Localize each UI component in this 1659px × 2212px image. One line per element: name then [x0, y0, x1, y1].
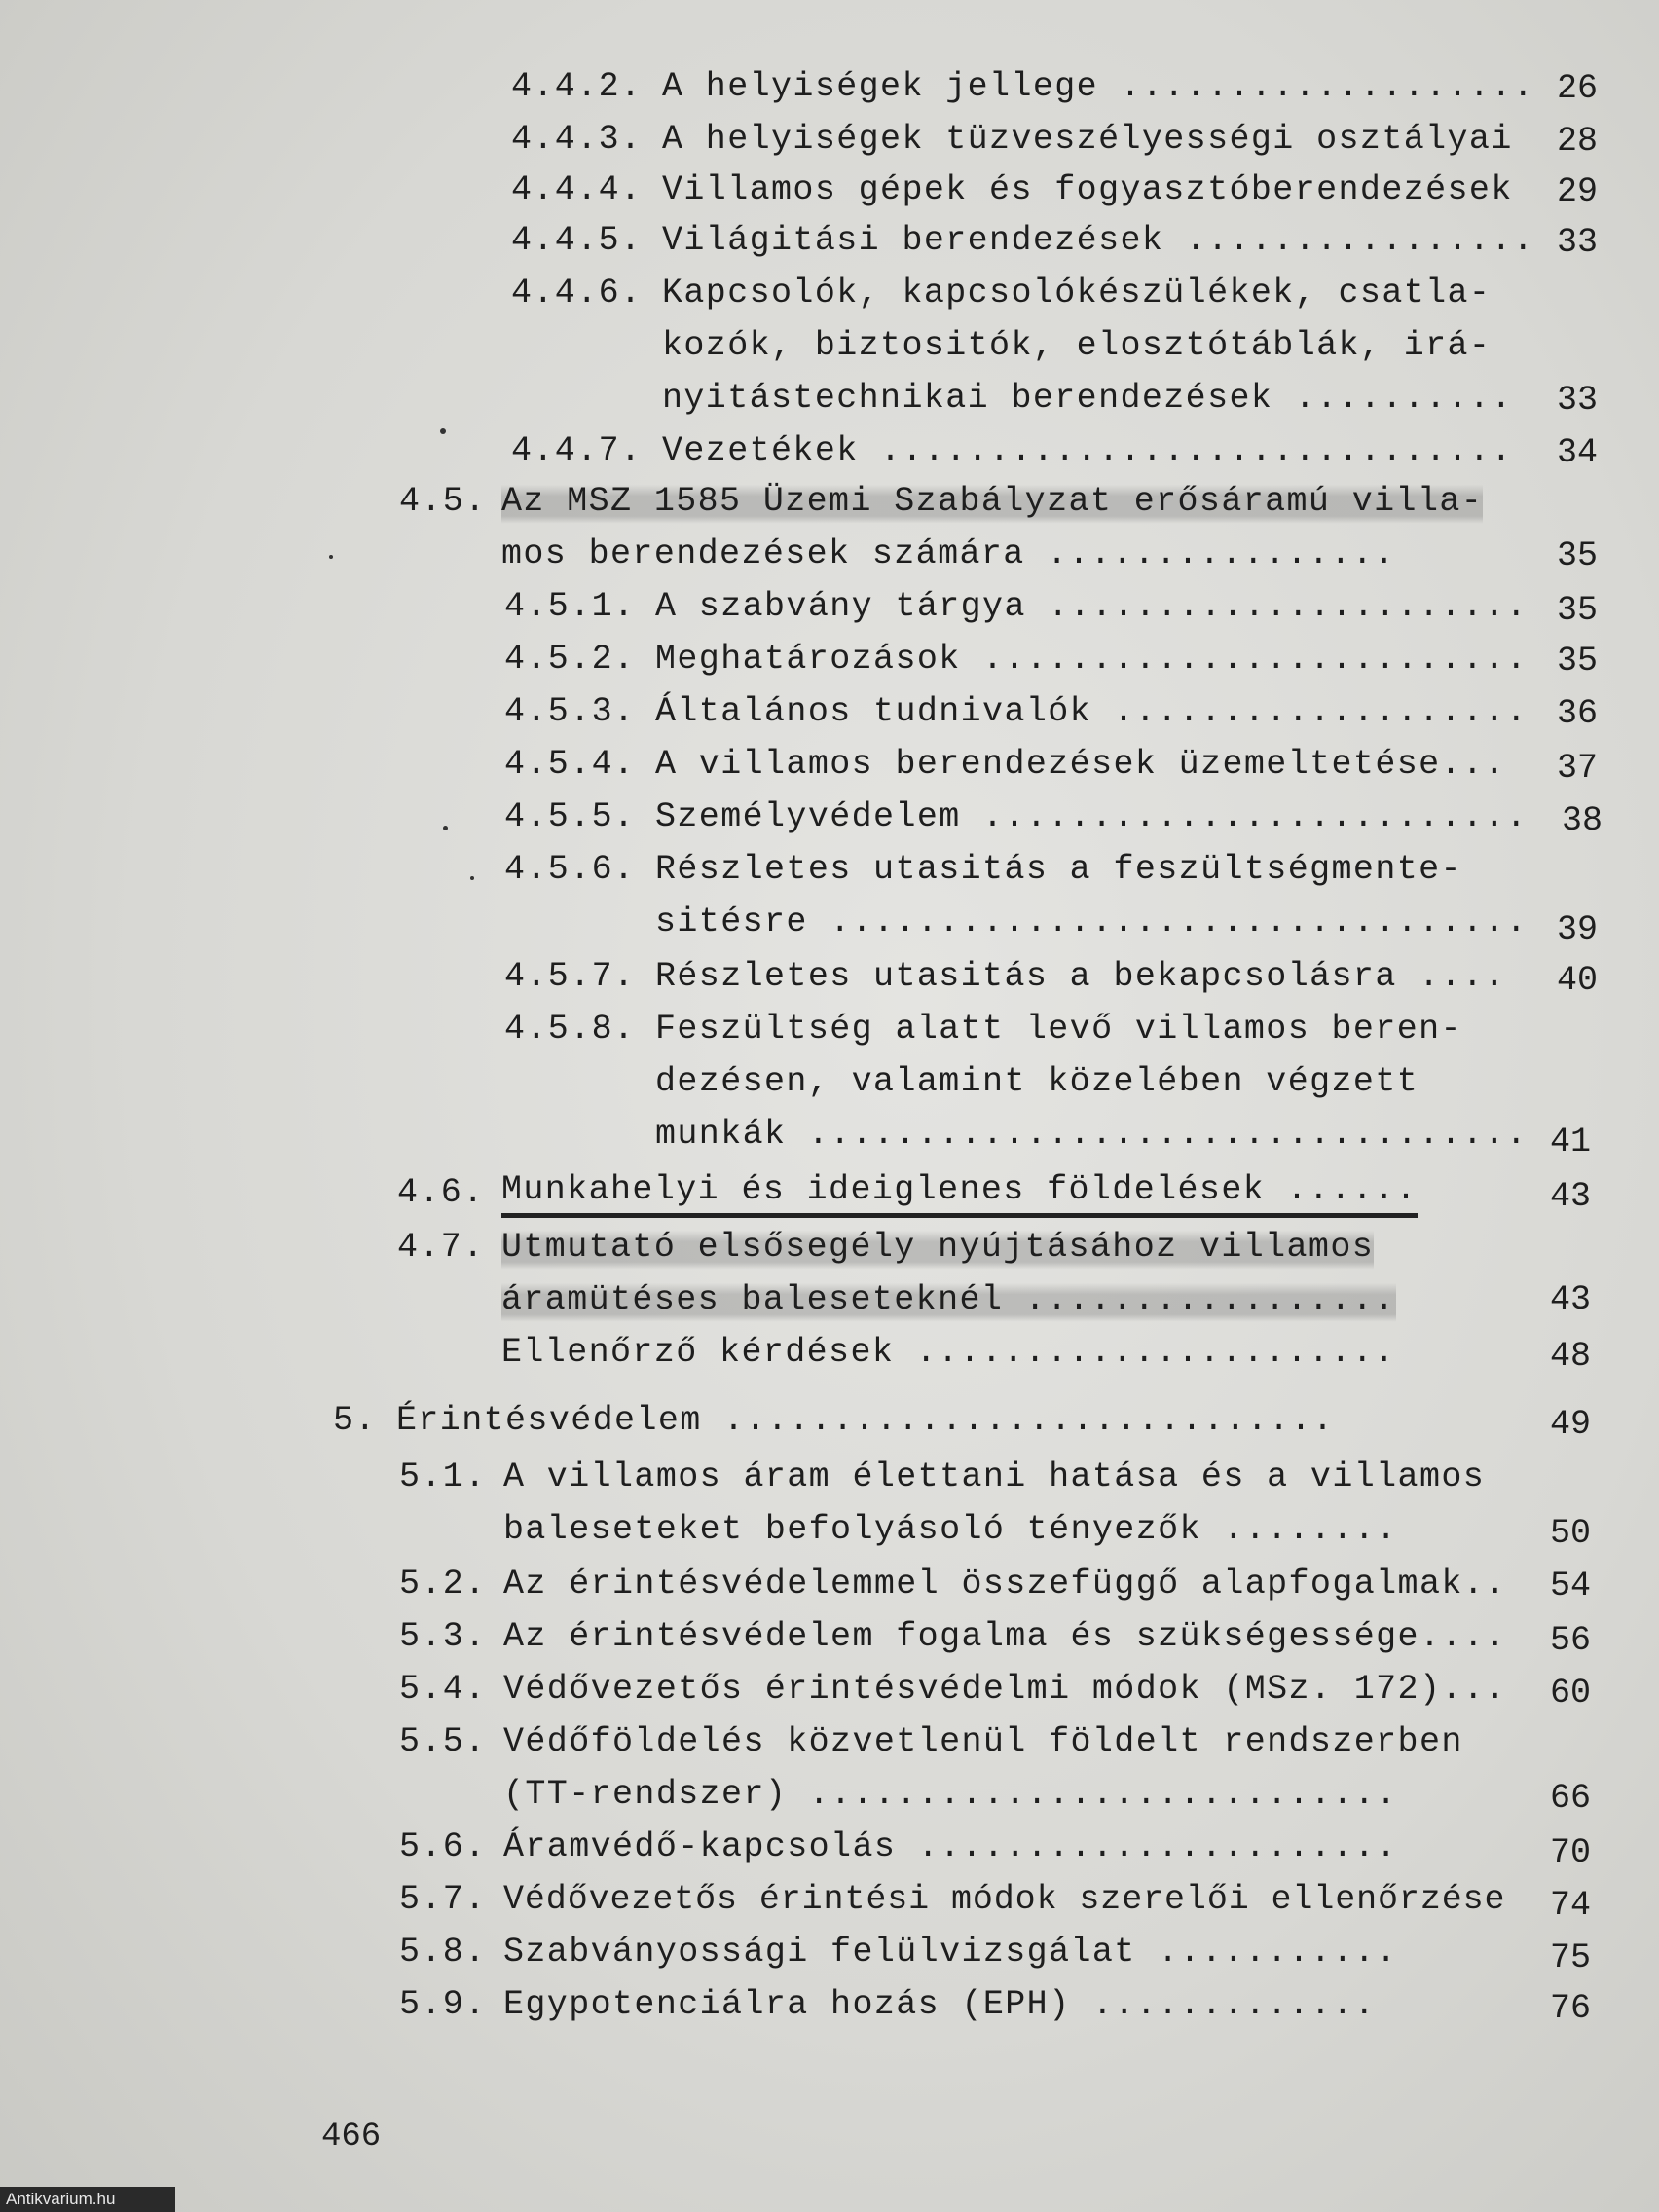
- toc-title-line: A helyiségek jellege ...................: [662, 67, 1535, 106]
- toc-number: 4.5.6.: [504, 850, 636, 889]
- toc-page-ref: 60: [1549, 1674, 1591, 1713]
- toc-page-ref: 38: [1561, 801, 1603, 840]
- toc-number: 4.4.2.: [511, 67, 643, 106]
- toc-number: 5.2.: [399, 1565, 487, 1604]
- toc-page-ref: 70: [1549, 1833, 1591, 1872]
- toc-number: 5.4.: [399, 1670, 487, 1709]
- toc-title-line: Utmutató elsősegély nyújtásához villamos: [501, 1221, 1374, 1273]
- scan-speck: [443, 826, 448, 830]
- toc-number: 4.5.1.: [504, 587, 636, 626]
- toc-page-ref: 41: [1549, 1123, 1591, 1161]
- toc-number: 4.5.4.: [504, 745, 636, 784]
- toc-page-ref: 43: [1549, 1280, 1591, 1319]
- toc-title-line: sitésre ................................: [655, 903, 1529, 941]
- toc-title-line: Az MSZ 1585 Üzemi Szabályzat erősáramú villa-: [501, 475, 1483, 528]
- toc-page-ref: 56: [1549, 1621, 1591, 1660]
- toc-page-ref: 35: [1556, 536, 1598, 575]
- toc-title-line: A villamos berendezések üzemeltetése...: [655, 745, 1506, 784]
- toc-page-ref: 28: [1556, 122, 1598, 161]
- toc-title-line: munkák .................................: [655, 1115, 1529, 1154]
- toc-number: 4.6.: [397, 1173, 485, 1212]
- toc-title-line: Védővezetős érintésvédelmi módok (MSz. 172)...: [503, 1670, 1507, 1709]
- toc-title-line: Védőföldelés közvetlenül földelt rendszerben: [503, 1722, 1463, 1761]
- toc-number: 4.4.4.: [511, 170, 643, 209]
- toc-page-ref: 29: [1556, 172, 1598, 211]
- watermark: Antikvarium.hu: [0, 2187, 175, 2212]
- toc-page-ref: 75: [1549, 1938, 1591, 1977]
- toc-title-line: Ellenőrző kérdések ......................: [501, 1333, 1396, 1372]
- toc-title-line: mos berendezések számára ................: [501, 535, 1396, 573]
- toc-title-line: nyitástechnikai berendezések ..........: [662, 379, 1513, 418]
- toc-title-line: Kapcsolók, kapcsolókészülékek, csatla-: [662, 274, 1492, 313]
- toc-number: 5.9.: [399, 1985, 487, 2024]
- toc-title-line: Munkahelyi és ideiglenes földelések ......: [501, 1166, 1418, 1218]
- toc-title-line: Egypotenciálra hozás (EPH) .............: [503, 1985, 1377, 2024]
- toc-title-line: (TT-rendszer) ...........................: [503, 1775, 1398, 1814]
- toc-page-ref: 43: [1549, 1177, 1591, 1216]
- toc-title-line: Világitási berendezések ................: [662, 221, 1535, 260]
- toc-title-line: Védővezetős érintési módok szerelői ellenőrzése: [503, 1880, 1506, 1919]
- toc-title-line: Vezetékek .............................: [662, 431, 1513, 470]
- toc-page-ref: 49: [1549, 1405, 1591, 1444]
- toc-page-ref: 74: [1549, 1886, 1591, 1925]
- toc-title-line: kozók, biztositók, elosztótáblák, irá-: [662, 326, 1492, 365]
- toc-title-line: Az érintésvédelemmel összefüggő alapfogalmak..: [503, 1565, 1507, 1604]
- toc-page-ref: 39: [1556, 910, 1598, 949]
- toc-page-ref: 33: [1556, 223, 1598, 262]
- toc-page-ref: 35: [1556, 591, 1598, 630]
- page-number: 466: [321, 2119, 382, 2156]
- toc-number: 4.4.6.: [511, 274, 643, 313]
- scan-speck: [470, 876, 474, 880]
- toc-page-ref: 37: [1556, 749, 1598, 788]
- toc-title-line: Részletes utasitás a feszültségmente-: [655, 850, 1462, 889]
- toc-page-ref: 54: [1549, 1567, 1591, 1605]
- toc-number: 4.5.5.: [504, 797, 636, 836]
- toc-title-line: A szabvány tárgya ......................: [655, 587, 1529, 626]
- toc-title-line: baleseteket befolyásoló tényezők ........: [503, 1510, 1398, 1549]
- toc-number: 5.3.: [399, 1617, 487, 1656]
- toc-number: 4.4.5.: [511, 221, 643, 260]
- toc-title-line: dezésen, valamint közelében végzett: [655, 1062, 1419, 1101]
- toc-number: 5.: [333, 1401, 377, 1440]
- toc-page-ref: 66: [1549, 1779, 1591, 1818]
- toc-page-ref: 35: [1556, 642, 1598, 681]
- toc-number: 4.4.3.: [511, 120, 643, 159]
- toc-page-ref: 26: [1556, 69, 1598, 108]
- toc-title-line: A villamos áram élettani hatása és a villamos: [503, 1457, 1486, 1496]
- toc-title-line: Érintésvédelem ............................: [396, 1401, 1335, 1440]
- toc-title-line: áramütéses baleseteknél .................: [501, 1273, 1396, 1326]
- toc-number: 5.5.: [399, 1722, 487, 1761]
- scan-speck: [329, 555, 333, 559]
- toc-page-ref: 36: [1556, 694, 1598, 733]
- toc-title-line: Részletes utasitás a bekapcsolásra ....: [655, 957, 1506, 996]
- scan-speck: [440, 428, 446, 434]
- toc-number: 4.5.8.: [504, 1010, 636, 1049]
- toc-number: 4.5.: [399, 482, 487, 521]
- toc-number: 4.5.3.: [504, 692, 636, 731]
- toc-title-line: Személyvédelem .........................: [655, 797, 1529, 836]
- toc-number: 4.5.2.: [504, 640, 636, 679]
- toc-title-line: Szabványossági felülvizsgálat ...........: [503, 1933, 1398, 1972]
- toc-number: 5.8.: [399, 1933, 487, 1972]
- toc-title-line: Meghatározások .........................: [655, 640, 1529, 679]
- toc-number: 5.6.: [399, 1827, 487, 1866]
- toc-number: 4.5.7.: [504, 957, 636, 996]
- toc-page-ref: 76: [1549, 1989, 1591, 2028]
- toc-page-ref: 33: [1556, 381, 1598, 420]
- toc-title-line: A helyiségek tüzveszélyességi osztályai: [662, 120, 1513, 159]
- toc-number: 5.1.: [399, 1457, 487, 1496]
- toc-number: 5.7.: [399, 1880, 487, 1919]
- toc-title-line: Áramvédő-kapcsolás ......................: [503, 1827, 1398, 1866]
- toc-page-ref: 48: [1549, 1337, 1591, 1376]
- toc-title-line: Az érintésvédelem fogalma és szükségessége....: [503, 1617, 1507, 1656]
- toc-title-line: Feszültség alatt levő villamos beren-: [655, 1010, 1462, 1049]
- toc-number: 4.4.7.: [511, 431, 643, 470]
- toc-page-ref: 34: [1556, 433, 1598, 472]
- toc-title-line: Villamos gépek és fogyasztóberendezések: [662, 170, 1513, 209]
- toc-page-ref: 50: [1549, 1514, 1591, 1553]
- toc-number: 4.7.: [397, 1228, 485, 1267]
- toc-title-line: Általános tudnivalók ...................: [655, 692, 1529, 731]
- toc-page-ref: 40: [1556, 961, 1598, 1000]
